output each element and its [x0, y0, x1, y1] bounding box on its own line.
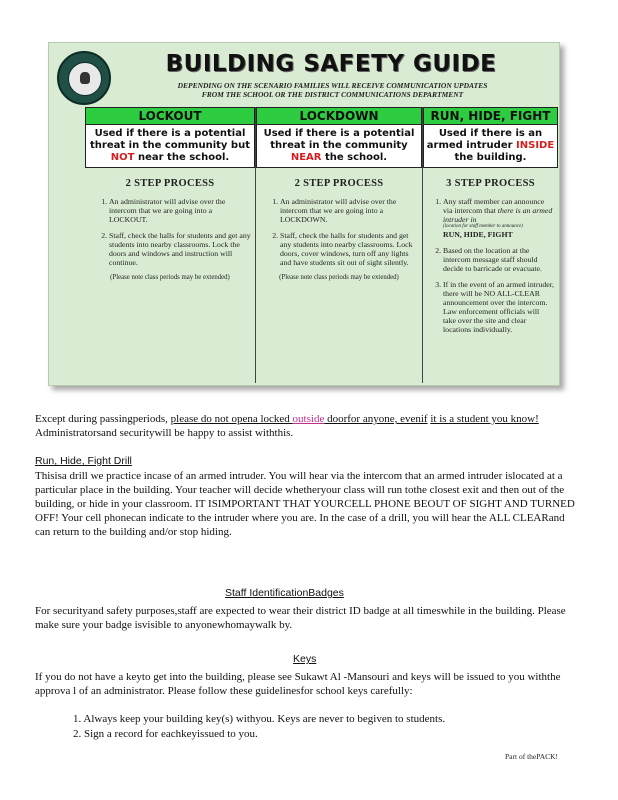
lockout-note: (Please note class periods may be extended) [110, 274, 230, 281]
list-item: 1. Always keep your building key(s) withyou. Keys are never to begiven to students. [73, 713, 446, 725]
poster-title: BUILDING SAFETY GUIDE [165, 51, 497, 77]
lockout-header: LOCKOUT [85, 107, 255, 125]
list-item: 2. Staff, check the halls for students and get any students into nearby classrooms. Lock doors, cover windows, turn off any lights and have students sit out of sight silently. [280, 231, 418, 267]
run-hide-fight-description: Used if there is an armed intruder INSIDE the building. [423, 125, 558, 168]
procedure-columns [85, 107, 558, 383]
keys-paragraph: If you do not have a keyto get into the building, please see Sukawt Al -Mansouri and keys will be issued to you withthe approva l of an administrator. Please follow these guidelinesfor school keys carefully: [35, 671, 561, 697]
lockdown-steps-list [256, 197, 422, 267]
run-hide-fight-drill-heading: Run, Hide, Fight Drill [35, 455, 132, 467]
seal-emblem [68, 62, 102, 96]
run-hide-fight-steps-label: 3 STEP PROCESS [446, 178, 535, 189]
keys-guidelines-list [73, 712, 445, 742]
run-hide-fight-column [423, 107, 558, 383]
lockdown-steps-label: 2 STEP PROCESS [294, 178, 384, 189]
lockdown-column [256, 107, 423, 383]
keys-heading: Keys [293, 653, 317, 665]
lockdown-note: (Please note class periods may be extended) [279, 274, 399, 281]
lockout-steps-list [85, 197, 255, 267]
run-hide-fight-drill-paragraph: Thisisa drill we practice incase of an armed intruder. You will hear via the intercom that an armed intruder islocated at a particular place in the building. Your teacher will decide whetheryour class will run tothe closest exit and then out of the building, or hide in your classroom. IT ISIMPORTANT THAT YOURCELL PHONE BEOUT OF SIGHT AND TURNED OFF! Your cell phonecan indicate to the intruder where you are. In the case of a drill, you will hear the ALL CLEARand can return to the building and/or stop hiding. [35, 470, 575, 538]
run-hide-fight-header: RUN, HIDE, FIGHT [423, 107, 558, 125]
staff-badges-heading: Staff IdentificationBadges [225, 587, 344, 599]
staff-badges-paragraph: For securityand safety purposes,staff are expected to wear their district ID badge at all timeswhile in the building. Please make sure your badge isvisible to anyonewhomaywalk by. [35, 605, 566, 631]
building-safety-poster [48, 42, 560, 386]
list-item: 2. Sign a record for eachkeyissued to you. [73, 728, 258, 740]
lockout-steps-label: 2 STEP PROCESS [125, 178, 215, 189]
lockout-column [85, 107, 256, 383]
list-item: 1. Any staff member can announce via intercom that there is an armed intruder in (location for staff member to announce) RUN, HIDE, FIGHT [443, 197, 554, 239]
lockdown-description: Used if there is a potential threat in the community NEAR the school. [256, 125, 422, 168]
list-item: 2. Based on the location at the intercom message staff should decide to barricade or evacuate. [443, 246, 554, 273]
mascot-icon [80, 72, 90, 84]
list-item: 3. If in the event of an armed intruder, there will be NO ALL-CLEAR announcement over the intercom. Law enforcement officials will take over the site and clear locations individually. [443, 280, 554, 334]
poster-subtitle: DEPENDING ON THE SCENARIO FAMILIES WILL RECEIVE COMMUNICATION UPDATES FROM THE SCHOOL OR THE DISTRICT COMMUNICATIONS DEPARTMENT [177, 81, 488, 99]
footer-note: Part of thePACK! [505, 752, 559, 761]
lockout-description: Used if there is a potential threat in the community but NOT near the school. [85, 125, 255, 168]
run-hide-fight-steps-list [423, 197, 558, 334]
school-seal-logo [57, 51, 111, 105]
exterior-doors-paragraph: Except during passingperiods, please do not opena locked outside doorfor anyone, evenif it is a student you know! Administratorsand securitywill be happy to assist withthis. [35, 413, 539, 439]
list-item: 1. An administrator will advise over the intercom that we are going into a LOCKOUT. [109, 197, 251, 224]
list-item: 2. Staff, check the halls for students and get any students into nearby classrooms. Lock the doors and windows and instruction will continue. [109, 231, 251, 267]
lockdown-header: LOCKDOWN [256, 107, 422, 125]
list-item: 1. An administrator will advise over the intercom that we are going into a LOCKDOWN. [280, 197, 418, 224]
